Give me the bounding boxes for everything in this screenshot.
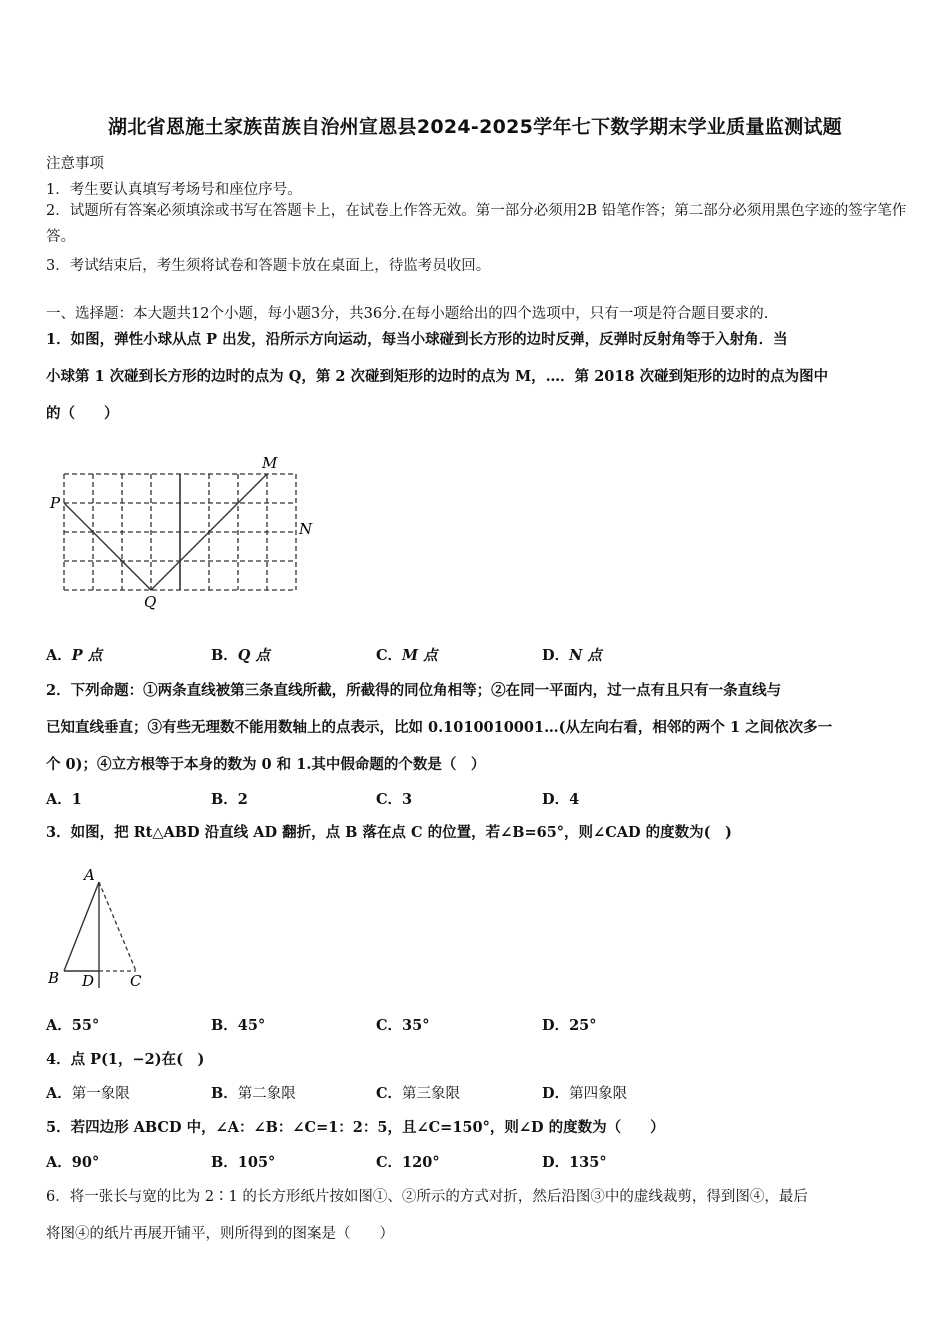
q1-figure: [44, 452, 324, 614]
label-D: D: [82, 972, 95, 990]
notice-item: 2．试题所有答案必须填涂或书写在答题卡上，在试卷上作答无效。第一部分必须用2B 铅笔作答；第二部分必须用黑色字迹的签字笔作答。: [46, 203, 907, 245]
option-c[interactable]: C．3: [376, 791, 413, 808]
option-b[interactable]: B．2: [211, 791, 248, 808]
option-d[interactable]: D．N 点: [542, 647, 602, 664]
option-c[interactable]: C．M 点: [376, 647, 438, 664]
label-C: C: [130, 972, 142, 990]
label-M: M: [262, 454, 278, 472]
q2-line: 个 0)；④立方根等于本身的数为 0 和 1.其中假命题的个数是（ ）: [46, 756, 486, 773]
option-b[interactable]: B．45°: [211, 1017, 266, 1034]
label-Q: Q: [144, 593, 157, 611]
q1-line: 1．如图，弹性小球从点 P 出发，沿所示方向运动，每当小球碰到长方形的边时反弹，反弹时反射角等于入射角．当: [46, 331, 788, 348]
q1-line: 的（ ）: [46, 405, 119, 422]
option-d[interactable]: D．第四象限: [542, 1085, 628, 1102]
q2-line: 已知直线垂直；③有些无理数不能用数轴上的点表示，比如 0.1010010001…(从左向右看，相邻的两个 1 之间依次多一: [46, 719, 833, 736]
q6-line: 6．将一张长与宽的比为 2∶1 的长方形纸片按如图①、②所示的方式对折，然后沿图③中的虚线裁剪，得到图④，最后: [46, 1189, 808, 1205]
q2-line: 2．下列命题：①两条直线被第三条直线所截，所截得的同位角相等；②在同一平面内，过一点有且只有一条直线与: [46, 682, 782, 699]
option-a[interactable]: A．90°: [46, 1154, 100, 1171]
q4-line: 4．点 P(1，−2)在( ): [46, 1051, 205, 1068]
option-c[interactable]: C．第三象限: [376, 1085, 461, 1102]
option-d[interactable]: D．25°: [542, 1017, 597, 1034]
q3-line: 3．如图，把 Rt△ABD 沿直线 AD 翻折，点 B 落在点 C 的位置，若∠B=65°，则∠CAD 的度数为( ): [46, 824, 732, 841]
section-heading: 一、选择题：本大题共12个小题，每小题3分，共36分.在每小题给出的四个选项中，只有一项是符合题目要求的.: [46, 306, 769, 322]
notice-heading: 注意事项: [46, 156, 104, 172]
segment-AC: [99, 882, 136, 971]
option-a[interactable]: A．P 点: [46, 647, 103, 664]
label-N: N: [299, 520, 313, 538]
option-b[interactable]: B．Q 点: [211, 647, 270, 664]
q6-line: 将图④的纸片再展开铺平，则所得到的图案是（ ）: [46, 1226, 394, 1242]
q3-figure: [44, 862, 154, 994]
label-A: A: [84, 866, 95, 884]
option-b[interactable]: B．105°: [211, 1154, 276, 1171]
segment-AB: [64, 882, 99, 971]
label-B: B: [48, 969, 60, 987]
label-P: P: [50, 494, 61, 512]
option-a[interactable]: A．第一象限: [46, 1085, 130, 1102]
notice-item: 3．考试结束后，考生须将试卷和答题卡放在桌面上，待监考员收回。: [46, 258, 491, 274]
notice-item: 1．考生要认真填写考场号和座位序号。: [46, 182, 302, 198]
option-b[interactable]: B．第二象限: [211, 1085, 296, 1102]
option-a[interactable]: A．55°: [46, 1017, 100, 1034]
q5-line: 5．若四边形 ABCD 中，∠A：∠B：∠C=1：2：5，且∠C=150°，则∠D 的度数为（ ）: [46, 1119, 665, 1136]
option-c[interactable]: C．35°: [376, 1017, 430, 1034]
option-a[interactable]: A．1: [46, 791, 82, 808]
option-c[interactable]: C．120°: [376, 1154, 440, 1171]
option-d[interactable]: D．135°: [542, 1154, 607, 1171]
q1-line: 小球第 1 次碰到长方形的边时的点为 Q，第 2 次碰到矩形的边时的点为 M，…．第 2018 次碰到矩形的边时的点为图中: [46, 368, 829, 385]
option-d[interactable]: D．4: [542, 791, 580, 808]
page-title: 湖北省恩施土家族苗族自治州宣恩县2024-2025学年七下数学期末学业质量监测试题: [108, 116, 842, 138]
